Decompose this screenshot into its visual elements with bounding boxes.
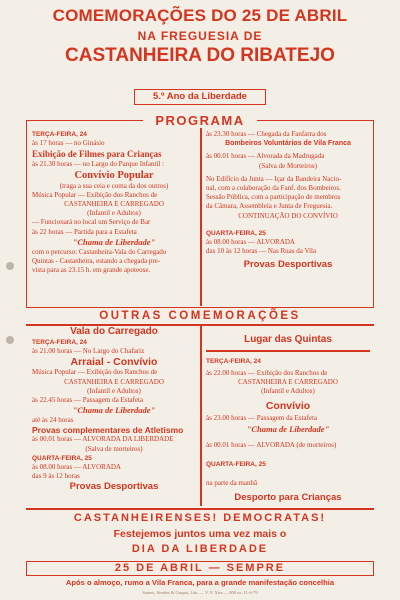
event-line: às 00.01 horas — ALVORADA (de morteiros) <box>206 440 337 449</box>
event-line: CASTANHEIRA E CARREGADO <box>64 200 164 209</box>
event-line: às 08.00 horas — ALVORADA <box>32 463 121 472</box>
closing-rule <box>26 508 374 510</box>
event-line: às 08.00 horas — ALVORADA <box>206 238 295 247</box>
event-line: nal, com a colaboração da Fanf. dos Bombeiros. <box>206 184 341 193</box>
event-line: da Câmara, Assembleia e Junta de Freguesia. <box>206 202 333 211</box>
event-line: (Salva de morteiros) <box>85 444 143 453</box>
event-line: Música Popular — Exibição dos Ranchos de <box>32 190 158 199</box>
event-line: das 9 às 12 horas <box>32 472 80 481</box>
day-heading: QUARTA-FEIRA, 25 <box>32 454 92 462</box>
event-line: (Salva de Morteiros) <box>259 161 317 170</box>
event-line: às 23.00 horas — Passagem da Estafeta <box>206 414 317 423</box>
year-badge: 5.º Ano da Liberdade <box>134 89 266 105</box>
event-line: às 22.45 horas — Passagem da Estafeta <box>32 396 143 405</box>
event-line: às 00.01 horas — ALVORADA DA LIBERDADE <box>32 435 174 444</box>
quintas-column <box>206 326 370 504</box>
programa-title: PROGRAMA <box>143 113 257 128</box>
programa-left-column <box>32 130 196 275</box>
event-line: Música Popular — Exibição dos Ranchos de <box>32 368 158 377</box>
event-line: (traga a sua ceia e coma da dos outros) <box>59 181 169 190</box>
closing-line-3: DIA DA LIBERDADE <box>131 543 269 555</box>
event-highlight: Provas Desportivas <box>69 481 159 493</box>
title-main: COMEMORAÇÕES DO 25 DE ABRIL <box>52 6 348 25</box>
event-highlight: Provas Desportivas <box>243 259 333 271</box>
event-line: das 10 às 12 horas — Nas Ruas da Vila <box>206 247 317 256</box>
day-heading: QUARTA-FEIRA, 25 <box>206 460 266 468</box>
event-line: vista para as 23.15 h. em grande apoteose. <box>32 266 151 275</box>
closing-band: 25 DE ABRIL — SEMPRE <box>26 561 374 576</box>
event-line: às 21.30 horas — no Largo do Parque Infantil : <box>32 160 165 169</box>
event-highlight: Desporto para Crianças <box>234 492 342 504</box>
event-line: (Infantil e Adultos) <box>87 209 141 218</box>
event-line: (Infantil e Adultos) <box>261 387 315 396</box>
outras-title: OUTRAS COMEMORAÇÕES <box>99 310 301 322</box>
programa-divider <box>200 128 202 306</box>
event-line: Sessão Pública, com a participação de membros <box>206 193 341 202</box>
outras-divider <box>200 326 202 506</box>
closing-line-1: CASTANHEIRENSES! DEMOCRATAS! <box>73 512 327 524</box>
printer-footer: Soares, Simões & Gaspar, Lda. — V. F. Xira — 800 ex. 11-4-79 <box>142 590 258 595</box>
event-line: — Funcionará no local um Serviço de Bar <box>32 218 151 227</box>
event-line: (Infantil e Adultos) <box>87 386 141 395</box>
event-line: às 00.01 horas — Alvorada da Madrugada <box>206 152 325 161</box>
event-highlight: Convívio <box>265 400 311 413</box>
event-highlight: Convívio Popular <box>74 169 154 181</box>
event-highlight: "Chama de Liberdade" <box>72 236 156 247</box>
vala-column <box>32 326 196 493</box>
section-title: Vala do Carregado <box>70 326 158 337</box>
closing-line-4: Após o almoço, rumo a Vila Franca, para a grande manifestação concelhia <box>65 578 335 587</box>
day-heading: QUARTA-FEIRA, 25 <box>206 229 266 237</box>
punch-hole <box>6 262 14 270</box>
title-place: CASTANHEIRA DO RIBATEJO <box>65 45 335 66</box>
event-highlight: "Chama de Liberdade" <box>246 423 330 434</box>
punch-hole <box>6 336 14 344</box>
event-highlight: Bombeiros Voluntários de Vila Franca <box>225 140 351 148</box>
event-highlight: "Chama de Liberdade" <box>72 405 156 416</box>
event-line: às 22.00 horas — Exibição dos Ranchos de <box>206 368 328 377</box>
event-line: CONTINUAÇÃO DO CONVÍVIO <box>238 211 338 220</box>
day-heading: TERÇA-FEIRA, 24 <box>32 339 87 346</box>
day-heading: TERÇA-FEIRA, 24 <box>32 131 87 138</box>
event-line: CASTANHEIRA E CARREGADO <box>64 377 164 386</box>
programa-right-column <box>206 130 370 271</box>
section-title: Lugar das Quintas <box>244 334 332 345</box>
event-line: às 21.00 horas — No Largo do Chafariz <box>32 347 145 356</box>
closing-line-2: Festejemos juntos uma vez mais o <box>113 528 287 540</box>
event-line: às 22 horas — Partida para a Estafeta <box>32 227 137 236</box>
event-line: com o percurso: Castanheira-Vala do Carregado <box>32 247 167 256</box>
day-heading: TERÇA-FEIRA, 24 <box>206 357 261 365</box>
event-line: Quintas - Castanheira, estando a chegada pre- <box>32 257 161 266</box>
event-line: CASTANHEIRA E CARREGADO <box>238 377 338 386</box>
title-sub: NA FREGUESIA DE <box>137 29 263 43</box>
section-rule <box>206 350 370 352</box>
event-highlight: Arraial - Convívio <box>70 356 158 369</box>
event-highlight: Exibição de Filmes para Crianças <box>32 149 162 160</box>
event-line: até às 24 horas <box>32 416 74 425</box>
event-line: No Edifício da Junta — Içar da Bandeira Nacio- <box>206 174 342 183</box>
event-line: às 17 horas — no Ginásio <box>32 139 105 148</box>
event-line: na parte da manhã <box>206 478 258 487</box>
event-highlight: Provas complementares de Atletismo <box>32 425 184 436</box>
event-line: às 23.30 horas — Chegada da Fanfarra dos <box>206 130 327 138</box>
